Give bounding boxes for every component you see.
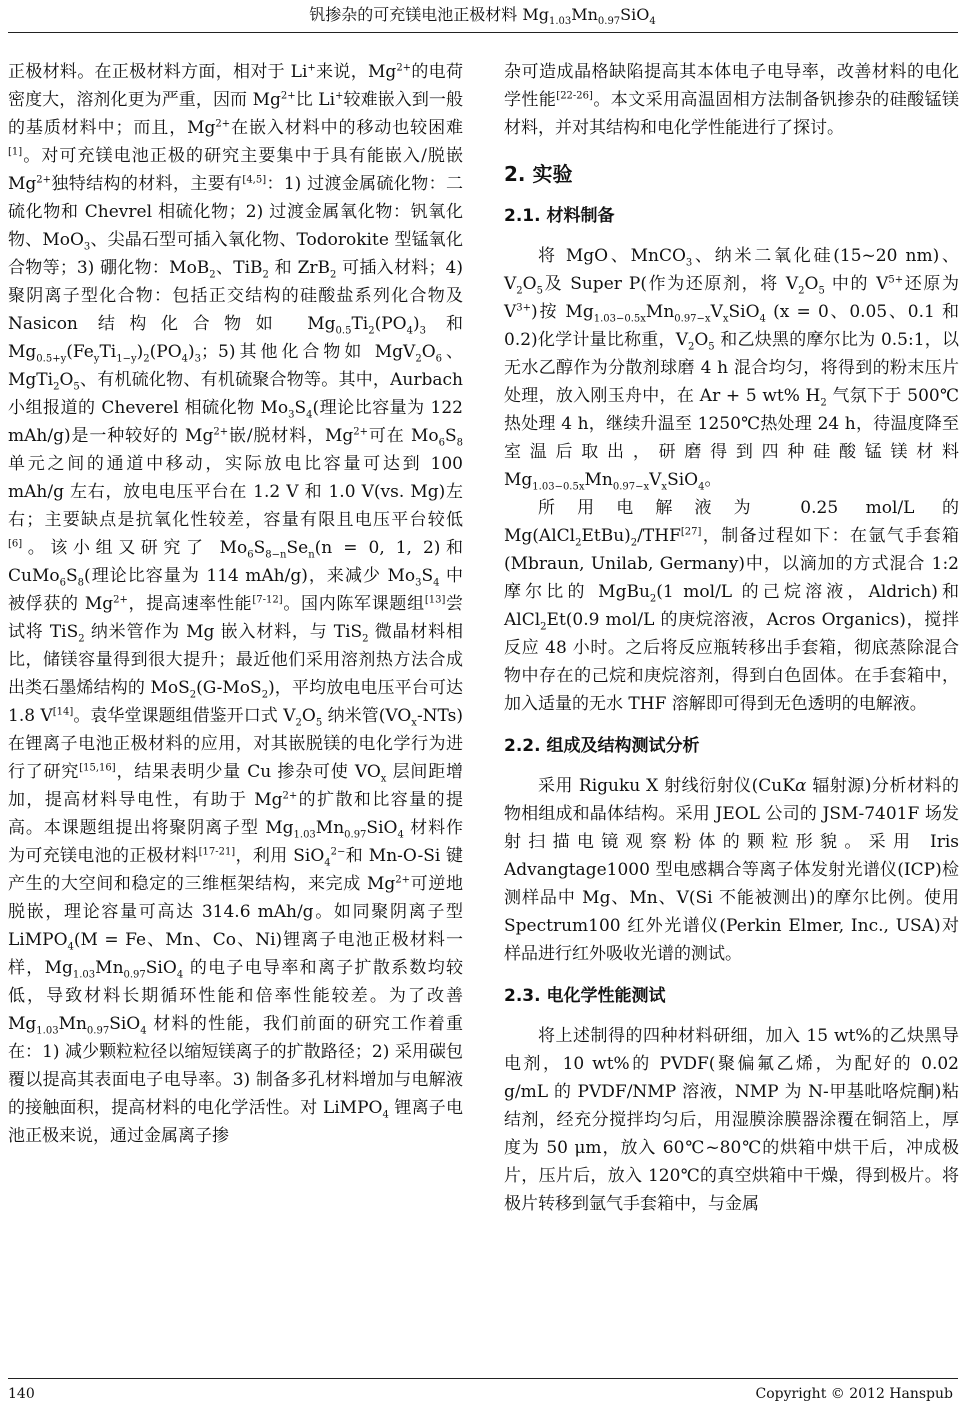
section-heading-experiment: 2. 实验 [504,162,573,186]
subsection-heading-electrochem: 2.3. 电化学性能测试 [504,986,666,1006]
running-header [0,5,965,28]
header-title: 钒掺杂的可充镁电池正极材料 $Mg_{1.03}Mn_{0.97}SiO_4$ [309,5,656,28]
paragraph-continuation: 杂可造成晶格缺陷提高其本体电子电导率，改善材料的电化学性能[22-26]。本文采用高温固相方法制备钒掺杂的硅酸锰镁材料，并对其结构和电化学性能进行了探讨。 [504,62,960,138]
subsection-heading-structure: 2.2. 组成及结构测试分析 [504,736,700,756]
paragraph-intro: 正极材料。在正极材料方面，相对于 Li+来说，$Mg^{2+}$的电荷密度大，溶剂化更为严重，因而 $Mg^{2+}$比 Li+较难嵌入到一般的基质材料中；而且，$Mg^{2+}$在嵌入材料中的移动也较困难[1]。对可充镁电池正极的研究主要集中于具有能嵌入/脱嵌 $Mg^{2+}$独特结构的材料，主要有[4,5]：1) 过渡金属硫化物：二硫化物和 Chevrel 相硫化物；2) 过渡金属氧化物：钒氧化物、MoO$_3$、尖晶石型可插入氧化物、Todorokite 型锰氧化合物等；3) 硼化物：MoB$_2$、TiB$_2$ 和 ZrB$_2$ 可插入材料；4) 聚阴离子型化合物：包括正交结构的硅酸盐系列化合物及 Nasicon 结构化合物如 $Mg_{0.5}Ti_2(PO_4)_3$ 和 $Mg_{0.5+y}(Fe_yTi_{1-y})_2(PO_4)_3$；5)其他化合物如 $MgV_2O_6$、$MgTi_2O_5$、有机硫化物、有机硫聚合物等。其中，Aurbach 小组报道的 Cheverel 相硫化物 $Mo_3S_4$(理论比容量为 122 mAh/g)是一种较好的 $Mg^{2+}$嵌/脱材料，$Mg^{2+}$可在 $Mo_6S_8$ 单元之间的通道中移动，实际放电比容量可达到 100 mAh/g 左右，放电电压平台在 1.2 V 和 1.0 V(vs. Mg)左右；主要缺点是抗氧化性较差，容量有限且电压平台较低[6]。该小组又研究了 $Mo_6S_{8-n}Se_n(n = 0$, 1, 2)和 $CuMo_6S_8$(理论比容量为 114 mAh/g)，来减少 $Mo_3S_4$ 中被俘获的 $Mg^{2+}$，提高速率性能[7-12]。国内陈军课题组[13]尝试将 TiS$_2$ 纳米管作为 Mg 嵌入材料，与 TiS$_2$ 微晶材料相比，储镁容量得到很大提升；最近他们采用溶剂热方法合成出类石墨烯结构的 MoS$_2$(G-MoS$_2$)，平均放电电压平台可达 1.8 V[14]。袁华堂课题组借鉴开口式 $V_2O_5$ 纳米管$(VO_x-NTs)$在锂离子电池正极材料的应用，对其嵌脱镁的电化学行为进行了研究[15,16]，结果表明少量 Cu 掺杂可使 $VO_x$ 层间距增加，提高材料导电性，有助于 $Mg^{2+}$的扩散和比容量的提高。本课题组提出将聚阴离子型 $Mg_{1.03}Mn_{0.97}SiO_4$ 材料作为可充镁电池的正极材料[17-21]，利用 SiO$_4^{2-}$和 Mn-O-Si 键产生的大空间和稳定的三维框架结构，来完成 $Mg^{2+}$可逆地脱嵌，理论容量可高达 314.6 mAh/g。如同聚阴离子型 LiMPO$_4$(M = Fe、Mn、Co、Ni)锂离子电池正极材料一样，$Mg_{1.03}Mn_{0.97}SiO_4$ 的电子电导率和离子扩散系数均较低，导致材料长期循环性能和倍率性能较差。为了改善 $Mg_{1.03}Mn_{0.97}SiO_4$ 材料的性能，我们前面的研究工作着重在：1) 减少颗粒粒径以缩短镁离子的扩散路径；2) 采用碳包覆以提高其表面电子电导率。3) 制备多孔材料增加与电解液的接触面积，提高材料的电化学活性。对 LiMPO$_4$ 锂离子电池正极来说，通过金属离子掺 [8,62,464,1146]
left-column [8,58,463,1150]
right-column [504,58,959,1218]
paragraph-preparation: 将 MgO、MnCO$_3$、纳米二氧化硅(15~20 nm)、$V_2O_5$及 Super P(作为还原剂，将 $V_2O_5$ 中的 $V^{5+}$还原为 $V^{3+}$)按 $Mg_{1.03-0.5x}Mn_{0.97-x}V_xSiO_4$ (x = 0、0.05、0.1 和 0.2)化学计量比称重，$V_2O_5$ 和乙炔黑的摩尔比为 0.5:1，以无水乙醇作为分散剂球磨 4 h 混合均匀，将得到的粉末压片处理，放入刚玉舟中，在 Ar + 5 wt% $H_2$ 气氛下于 500℃热处理 4 h，继续升温至 1250℃热处理 24 h，待温度降至室温后取出，研磨得到四种硅酸锰镁材料 $Mg_{1.03-0.5x}Mn_{0.97-x}V_xSiO_4$。 [504,246,960,493]
footer-rule [8,1378,958,1379]
paragraph-electrochem: 将上述制得的四种材料研细，加入 15 wt%的乙炔黑导电剂，10 wt%的 PVDF(聚偏氟乙烯，为配好的 0.02 g/mL 的 PVDF/NMP 溶液，NMP 为 N-甲基吡咯烷酮)粘结剂，经充分搅拌均匀后，用湿膜涂膜器涂覆在铜箔上，厚度为 50 μm，放入 60℃~80℃的烘箱中烘干后，冲成极片，压片后，放入 120℃的真空烘箱中干燥，得到极片。将极片转移到氩气手套箱中，与金属 [504,1026,959,1214]
subsection-heading-preparation: 2.1. 材料制备 [504,206,615,226]
page-number: 140 [8,1386,35,1402]
copyright-notice: Copyright © 2012 Hanspub [755,1386,953,1402]
paragraph-structure: 采用 Riguku X 射线衍射仪(CuKα 辐射源)分析材料的物相组成和晶体结构。采用 JEOL 公司的 JSM-7401F 场发射扫描电镜观察粉体的颗粒形貌。采用 Iris Advangtage1000 型电感耦合等离子体发射光谱仪(ICP)检测样品中 Mg、Mn、V(Si 不能被测出)的摩尔比例。使用 Spectrum100 红外光谱仪(Perkin Elmer, Inc., USA)对样品进行红外吸收光谱的测试。 [504,776,959,964]
header-rule [8,32,958,33]
paragraph-electrolyte: 所用电解液为 0.25 mol/L 的 $Mg(AlCl_2EtBu)_2/THF[27]$，制备过程如下：在氩气手套箱(Mbraun, Unilab, Germany)中，以滴加的方式混合 1:2 摩尔比的 MgBu$_2$(1 mol/L 的己烷溶液，Aldrich)和 AlCl$_2$Et(0.9 mol/L 的庚烷溶液，Acros Organics)，搅拌反应 48 小时。之后将反应瓶转移出手套箱，彻底蒸除混合物中存在的己烷和庚烷溶剂，得到白色固体。在手套箱中，加入适量的无水 THF 溶解即可得到无色透明的电解液。 [504,498,959,714]
